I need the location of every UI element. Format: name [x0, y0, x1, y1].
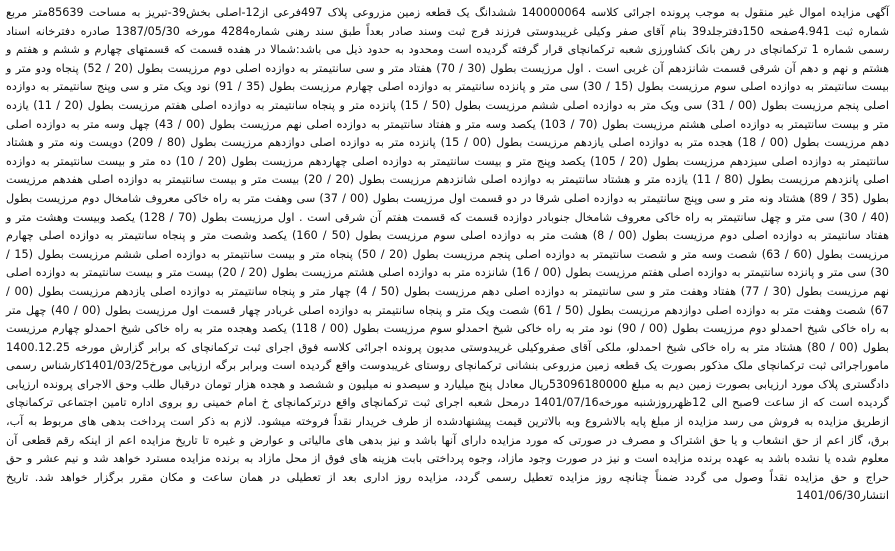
notice-body-text: آگهی مزایده اموال غیر منقول به موجب پرونده اجرائی کلاسه 140000064 ششدانگ یک قطعه زمین مزروعی پلاک 497فرعی از12-اصلی بخش39-تبریز به مساحت 85639متر مربع شماره ثبت 4.941صفحه 150دفترجلد39 بنام آقای صفر وکیلی غریبدوستی فرزند فرج ثبت وسند صادر بعداً طبق سند رهنی شماره4284 مورخه 1387/05/30 صادره دفترخانه اسناد رسمی شماره 1 ترکمانچای در رهن بانک کشاورزی شعبه ترکمانچای قرار گرفته گردیده است ومحدود به حدود ذیل می باشد:شمالا در هفده قسمت که قسمتهای چهارم و ششم و هفتم و هشتم و نهم و دهم آن شرقی قسمت شانزدهم آن غربی است . اول مرزیست بطول (30 / 70) هفتاد متر و سی سانتیمتر به دوازده اصلی دوم مرزیست بطول (20 / 52) پنجاه ودو متر و بیست سانتیمتر به دوازده اصلی سوم مرزیست بطول (15 / 30) سی متر و پانزده سانتیمتر به دوازده اصلی چهارم مرزیست بطول (35 / 91) نود ویک متر و سی وپنج سانتیمتر به دوازده اصلی پنجم مرزیست بطول (00 / 31) سی ویک متر به دوازده اصلی ششم مرزیست بطول (50 / 15) پانزده متر و پنجاه سانتیمتر به دوازده اصلی هفتم مرزیست بطول (20 / 11) یازده متر و بیست سانتیمتر به دوازده اصلی هشتم مرزیست بطول (70 / 103) یکصد وسه متر و هفتاد سانتیمتر به دوازده اصلی نهم مرزیست بطول (00 / 43) چهل وسه متر به دوازده اصلی دهم مرزیست بطول (00 / 18) هجده متر به دوازده اصلی یازدهم مرزیست بطول (00 / 15) پانزده متر به دوازده اصلی دوازدهم مرزیست بطول (80 / 209) دویست ونه متر و هشتاد سانتیمتر به دوازده اصلی سیزدهم مرزیست بطول (20 / 105) یکصد وپنج متر و بیست سانتیمتر به دوازده اصلی چهاردهم مرزیست بطول (20 / 10) ده متر و بیست سانتیمتر به دوازده اصلی پانزدهم مرزیست بطول (80 / 11) یازده متر و هشتاد سانتیمتر به دوازده اصلی شانزدهم مرزیست بطول (20 / 20) بیست متر و بیست سانتیمتر به دوازده اصلی هفدهم مرزیست بطول (35 / 89) هشتاد ونه متر و سی وپنج سانتیمتر به دوازده اصلی شرقا در دو قسمت اول مرزیست بطول (00 / 37) سی وهفت متر به راه خاکی معروف شامخال دوم مرزیست بطول (40 / 30) سی متر و چهل سانتیمتر به راه خاکی معروف شامخال جنوبادر دوازده قسمت که قسمت هفتم آن شرقی است . اول مرزیست بطول (70 / 128) یکصد وبیست وهشت متر و هفتاد سانتیمتر به دوازده اصلی دوم مرزیست بطول (00 / 8) هشت متر به دوازده اصلی سوم مرزیست بطول (50 / 160) یکصد وشصت متر و پنجاه سانتیمتر به دوازده اصلی چهارم مرزیست بطول (60 / 63) شصت وسه متر و شصت سانتیمتر به دوازده اصلی پنجم مرزیست بطول (20 / 50) پنجاه متر و بیست سانتیمتر به دوازده اصلی ششم مرزیست بطول (15 / 30) سی متر و پانزده سانتیمتر به دوازده اصلی هفتم مرزیست بطول (00 / 16) شانزده متر به دوازده اصلی هشتم مرزیست بطول (20 / 20) بیست متر و بیست سانتیمتر به دوازده اصلی نهم مرزیست بطول (30 / 77) هفتاد وهفت متر و سی سانتیمتر به دوازده اصلی دهم مرزیست بطول (50 / 4) چهار متر و پنجاه سانتیمتر به دوازده اصلی یازدهم مرزیست بطول (00 / 67) شصت وهفت متر به دوازده اصلی دوازدهم مرزیست بطول (50 / 61) شصت ویک متر و پنجاه سانتیمتر به دوازده اصلی غربادر چهار قسمت اول مرزیست بطول (00 / 40) چهل متر به راه خاکی شیخ احمدلو دوم مرزیست بطول (00 / 90) نود متر به راه خاکی شیخ احمدلو سوم مرزیست بطول (00 / 118) یکصد وهجده متر به راه خاکی شیخ احمدلو چهارم مرزیست بطول (00 / 80) هشتاد متر به راه خاکی شیخ احمدلو، ملکی آقای صفروکیلی غریبدوستی مدیون پرونده اجرائی کلاسه فوق اجرای ثبت ترکمانچای که برابر گزارش مورخه 1400.12.25 ماموراجرائی ثبت ترکمانچای ملک مذکور بصورت یک قطعه زمین مزروعی بنشانی ترکمانچای روستای غریبدوست واقع گردیده است وبرابر برگه ارزیابی مورخ1401/03/25کارشناس رسمی دادگستری پلاک مورد ارزیابی بصورت زمین دیم به مبلغ 53096180000ریال معادل پنج میلیارد و سیصدو نه میلیون و ششصد و هجده هزار تومان درقبال طلب وحق الاجرای پرونده ارزیابی گردیده است که از ساعت 9صبح الی 12ظهرروزشنبه مورخه1401/07/16 درمحل شعبه اجرای ثبت ترکمانچای واقع درترکمانچای خ امام خمینی رو بروی اداره تامین اجتماعی ترکمانچای ازطریق مزایده به فروش می رسد مزایده از مبلغ پایه بالاشروع وبه بالاترین قیمت پیشنهادشده از طرف خریدار نقداً فروخته میشود. لازم به ذکر است پرداخت بدهی های مربوط به آب، برق، گاز اعم از حق انشعاب و یا حق اشتراک و مصرف در صورتی که مورد مزایده دارای آنها باشد و نیز بدهی های مالیاتی و عوارض و غیره تا تاریخ مزایده اعم از اینکه رقم قطعی آن معلوم شده یا نشده باشد به عهده برنده مزایده است و نیز در صورت وجود مازاد، وجوه پرداختی بابت هزینه های فوق از محل مازاد به برنده مزایده مسترد خواهد شد و نیم عشر و حق حراج و حق مزایده نقداً وصول می گردد ضمناً چنانچه روز مزایده تعطیل رسمی گردد، مزایده روز اداری بعد از تعطیلی در همان ساعت و مکان مقرر برگزار خواهد شد. تاریخ انتشار1401/06/30	[6, 6, 890, 503]
auction-notice	[6, 4, 889, 549]
